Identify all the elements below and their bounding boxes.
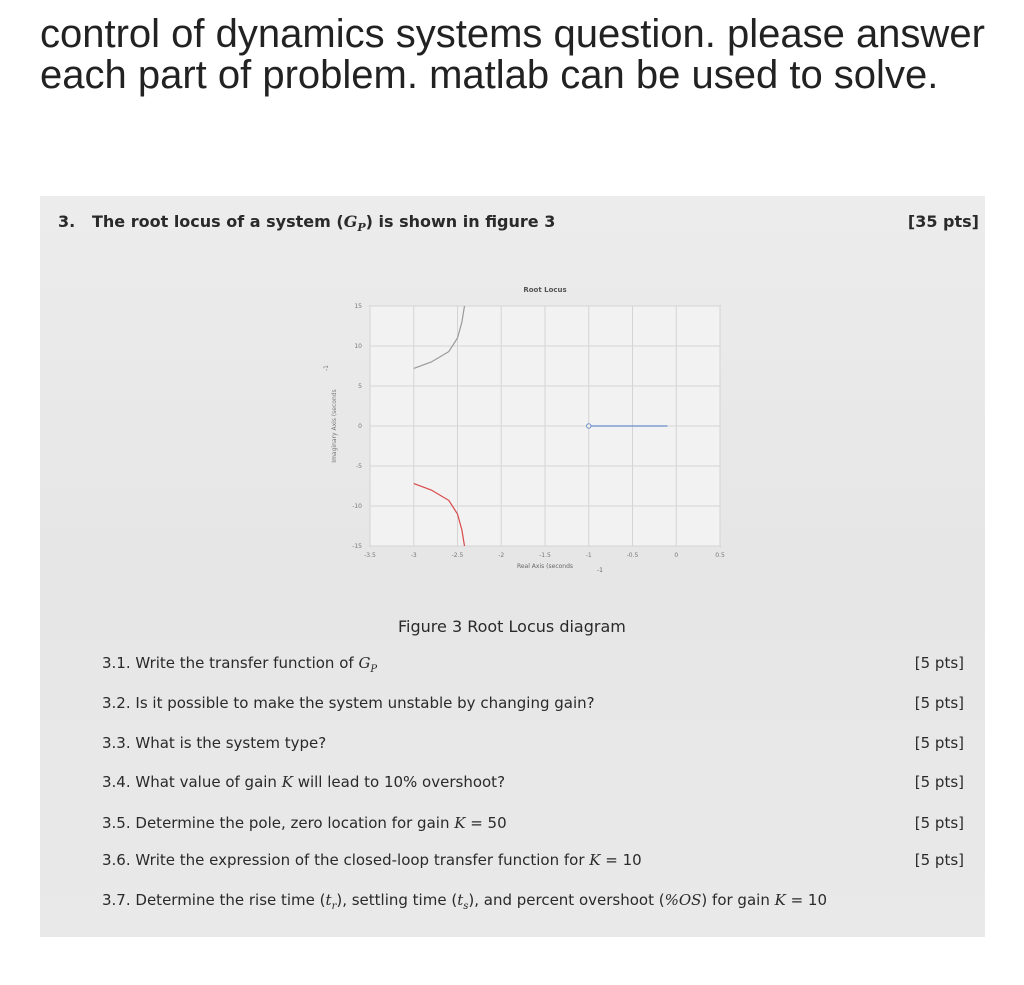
settling-time-symbol: t bbox=[457, 891, 464, 909]
part-symbol: K bbox=[281, 773, 293, 791]
post-title: control of dynamics systems question. please answer each part of problem. matlab can be used to solve. bbox=[40, 12, 985, 97]
part-3-7 bbox=[102, 891, 982, 913]
x-tick-label: -3.5 bbox=[364, 552, 376, 559]
part-text bbox=[102, 851, 642, 869]
y-tick-label: 10 bbox=[354, 343, 362, 350]
part-number: 3.3. bbox=[102, 734, 131, 752]
part-text bbox=[102, 734, 326, 752]
root-locus-chart bbox=[298, 274, 738, 604]
zero-marker bbox=[587, 424, 591, 428]
part-prompt: Write the expression of the closed-loop transfer function for bbox=[135, 851, 590, 869]
x-axis-label: Real Axis (seconds bbox=[516, 563, 574, 570]
part-points: [5 pts] bbox=[914, 851, 964, 869]
part-3-4 bbox=[102, 773, 982, 795]
y-axis-unit: -1 bbox=[323, 365, 330, 371]
part-points: [5 pts] bbox=[914, 814, 964, 832]
part-3-5 bbox=[102, 814, 982, 836]
x-axis-unit: -1 bbox=[597, 567, 603, 574]
part-prompt-end: will lead to 10% overshoot? bbox=[292, 773, 506, 791]
x-tick-label: 0.5 bbox=[715, 552, 725, 559]
part-number: 3.2. bbox=[102, 694, 131, 712]
part-number: 3.4. bbox=[102, 773, 131, 791]
part-text bbox=[102, 694, 595, 712]
part-3-2 bbox=[102, 694, 982, 716]
part-symbol: K bbox=[454, 814, 466, 832]
question-photo bbox=[40, 196, 985, 937]
part-prompt: What value of gain bbox=[135, 773, 282, 791]
y-tick-label: 15 bbox=[354, 303, 362, 310]
part-symbol: K bbox=[589, 851, 601, 869]
x-tick-label: -2 bbox=[498, 552, 505, 559]
part-symbol: K bbox=[774, 891, 786, 909]
question-subscript: P bbox=[357, 221, 366, 235]
part-3-3 bbox=[102, 734, 982, 756]
y-axis-label: Imaginary Axis (seconds bbox=[331, 389, 338, 463]
y-tick-label: 0 bbox=[358, 423, 362, 430]
part-points: [5 pts] bbox=[914, 694, 964, 712]
chart-title: Root Locus bbox=[523, 286, 567, 294]
part-prompt-end: = 10 bbox=[600, 851, 642, 869]
part-prompt-mid: ) for gain bbox=[701, 891, 775, 909]
rise-time-subscript: r bbox=[331, 901, 337, 912]
part-prompt: What is the system type? bbox=[135, 734, 327, 752]
question-symbol: G bbox=[343, 212, 358, 231]
part-number: 3.5. bbox=[102, 814, 131, 832]
question-number: 3. bbox=[58, 212, 76, 231]
overshoot-symbol: %OS bbox=[664, 891, 702, 909]
part-number: 3.7. bbox=[102, 891, 131, 909]
rise-time-symbol: t bbox=[325, 891, 332, 909]
figure-caption: Figure 3 Root Locus diagram bbox=[398, 617, 626, 636]
x-tick-label: -1 bbox=[585, 552, 592, 559]
question-text-after: ) is shown in figure 3 bbox=[365, 212, 556, 231]
part-prompt: Is it possible to make the system unstable by changing gain? bbox=[135, 694, 595, 712]
part-subscript: P bbox=[370, 664, 378, 675]
part-text bbox=[102, 654, 377, 675]
question-heading bbox=[58, 212, 555, 234]
part-text bbox=[102, 891, 827, 912]
y-tick-label: -15 bbox=[352, 543, 362, 550]
part-text bbox=[102, 773, 505, 791]
part-prompt: Determine the pole, zero location for gain bbox=[135, 814, 455, 832]
part-3-6 bbox=[102, 851, 982, 873]
part-prompt-end: = 50 bbox=[465, 814, 507, 832]
part-number: 3.6. bbox=[102, 851, 131, 869]
part-prompt-end: = 10 bbox=[785, 891, 828, 909]
y-tick-label: 5 bbox=[358, 383, 362, 390]
part-symbol: G bbox=[358, 654, 371, 672]
question-text-before: The root locus of a system ( bbox=[92, 212, 344, 231]
x-tick-label: -3 bbox=[410, 552, 417, 559]
part-number: 3.1. bbox=[102, 654, 131, 672]
part-text bbox=[102, 814, 507, 832]
part-prompt-mid: ), settling time ( bbox=[336, 891, 458, 909]
y-tick-label: -5 bbox=[356, 463, 362, 470]
question-points: [35 pts] bbox=[907, 212, 979, 231]
part-points: [5 pts] bbox=[914, 734, 964, 752]
x-tick-label: -2.5 bbox=[451, 552, 464, 559]
part-prompt: Determine the rise time ( bbox=[135, 891, 326, 909]
part-3-1 bbox=[102, 654, 982, 676]
x-tick-label: 0 bbox=[674, 552, 679, 559]
settling-time-subscript: s bbox=[463, 901, 469, 912]
part-prompt-mid: ), and percent overshoot ( bbox=[468, 891, 665, 909]
part-prompt: Write the transfer function of bbox=[135, 654, 359, 672]
y-tick-label: -10 bbox=[352, 503, 362, 510]
part-points: [5 pts] bbox=[914, 773, 964, 791]
x-tick-label: -0.5 bbox=[626, 552, 639, 559]
x-tick-label: -1.5 bbox=[539, 552, 551, 559]
part-points: [5 pts] bbox=[914, 654, 964, 672]
